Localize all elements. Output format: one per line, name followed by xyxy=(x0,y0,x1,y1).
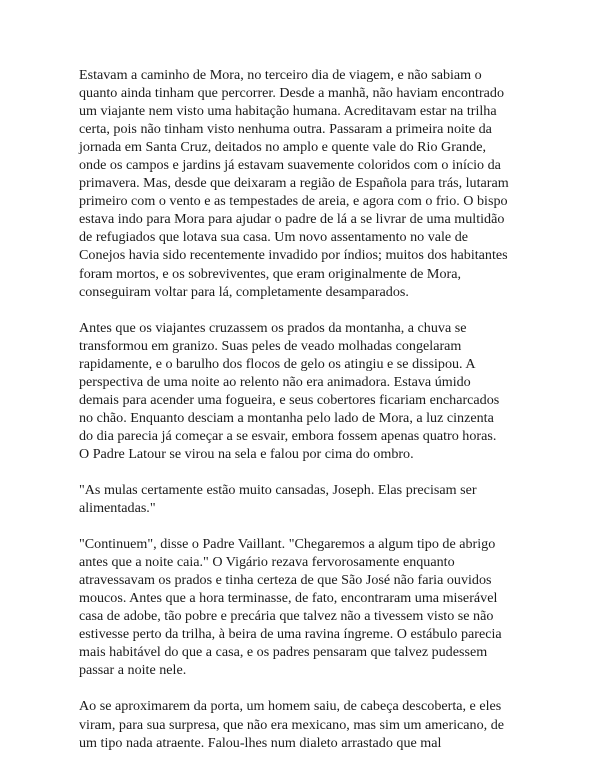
text-line: alimentadas." xyxy=(79,500,156,517)
text-line: primeiro com o vento e as tempestades de areia, e agora com o frio. O bispo xyxy=(79,193,508,210)
text-line: transformou em granizo. Suas peles de veado molhadas congelaram xyxy=(79,337,462,354)
paragraph-4 xyxy=(79,535,529,679)
text-line: "As mulas certamente estão muito cansadas, Joseph. Elas precisam ser xyxy=(79,481,477,498)
text-line: estivesse perto da trilha, à beira de uma ravina íngreme. O estábulo parecia xyxy=(79,626,502,643)
paragraph-2 xyxy=(79,319,529,463)
paragraph-3 xyxy=(79,481,529,517)
text-line: onde os campos e jardins já estavam suavemente coloridos com o início da xyxy=(79,157,501,174)
text-line: no chão. Enquanto desciam a montanha pelo lado de Mora, a luz cinzenta xyxy=(79,409,494,426)
text-line: perspectiva de uma noite ao relento não era animadora. Estava úmido xyxy=(79,373,471,390)
text-line: mais habitável do que a casa, e os padres pensaram que talvez pudessem xyxy=(79,644,488,661)
text-line: Conejos havia sido recentemente invadido por índios; muitos dos habitantes xyxy=(79,247,508,264)
paragraph-1 xyxy=(79,66,529,301)
text-line: viram, para sua surpresa, que não era mexicano, mas sim um americano, de xyxy=(79,716,505,733)
text-line: passar a noite nele. xyxy=(79,662,187,679)
text-line: "Continuem", disse o Padre Vaillant. "Chegaremos a algum tipo de abrigo xyxy=(79,536,496,553)
text-line: antes que a noite caia." O Vigário rezava fervorosamente enquanto xyxy=(79,554,455,571)
text-line: do dia parecia já começar a se esvair, embora fossem apenas quatro horas. xyxy=(79,427,497,444)
text-line: Ao se aproximarem da porta, um homem saiu, de cabeça descoberta, e eles xyxy=(79,698,502,715)
text-line: moucos. Antes que a hora terminasse, de fato, encontraram uma miserável xyxy=(79,590,498,607)
text-line: de refugiados que lotava sua casa. Um novo assentamento no vale de xyxy=(79,229,469,246)
text-line: jornada em Santa Cruz, deitados no amplo e quente vale do Rio Grande, xyxy=(79,139,487,156)
text-line: certa, pois não tinham visto nenhuma outra. Passaram a primeira noite da xyxy=(79,121,492,138)
text-line: quanto ainda tinham que percorrer. Desde a manhã, não haviam encontrado xyxy=(79,85,504,102)
text-line: conseguiram voltar para lá, completamente desamparados. xyxy=(79,283,409,300)
text-line: primavera. Mas, desde que deixaram a região de Española para trás, lutaram xyxy=(79,175,509,192)
paragraph-5 xyxy=(79,697,529,751)
text-line: Estavam a caminho de Mora, no terceiro dia de viagem, e não sabiam o xyxy=(79,67,482,83)
text-line: um tipo nada atraente. Falou-lhes num dialeto arrastado que mal xyxy=(79,734,442,751)
text-line: um viajante nem visto uma habitação humana. Acreditavam estar na trilha xyxy=(79,103,497,120)
document-body xyxy=(79,66,529,770)
text-line: demais para acender uma fogueira, e seus cobertores ficariam encharcados xyxy=(79,391,500,408)
text-line: O Padre Latour se virou na sela e falou por cima do ombro. xyxy=(79,445,414,462)
text-line: estava indo para Mora para ajudar o padre de lá a se livrar de uma multidão xyxy=(79,211,505,228)
text-line: rapidamente, e o barulho dos flocos de gelo os atingiu e se dissipou. A xyxy=(79,355,476,372)
text-line: atravessavam os prados e tinha certeza de que São José não faria ouvidos xyxy=(79,572,492,589)
text-line: Antes que os viajantes cruzassem os prados da montanha, a chuva se xyxy=(79,319,467,336)
text-line: casa de adobe, tão pobre e precária que talvez não a tivessem visto se não xyxy=(79,608,494,625)
text-line: foram mortos, e os sobreviventes, que eram originalmente de Mora, xyxy=(79,265,461,282)
